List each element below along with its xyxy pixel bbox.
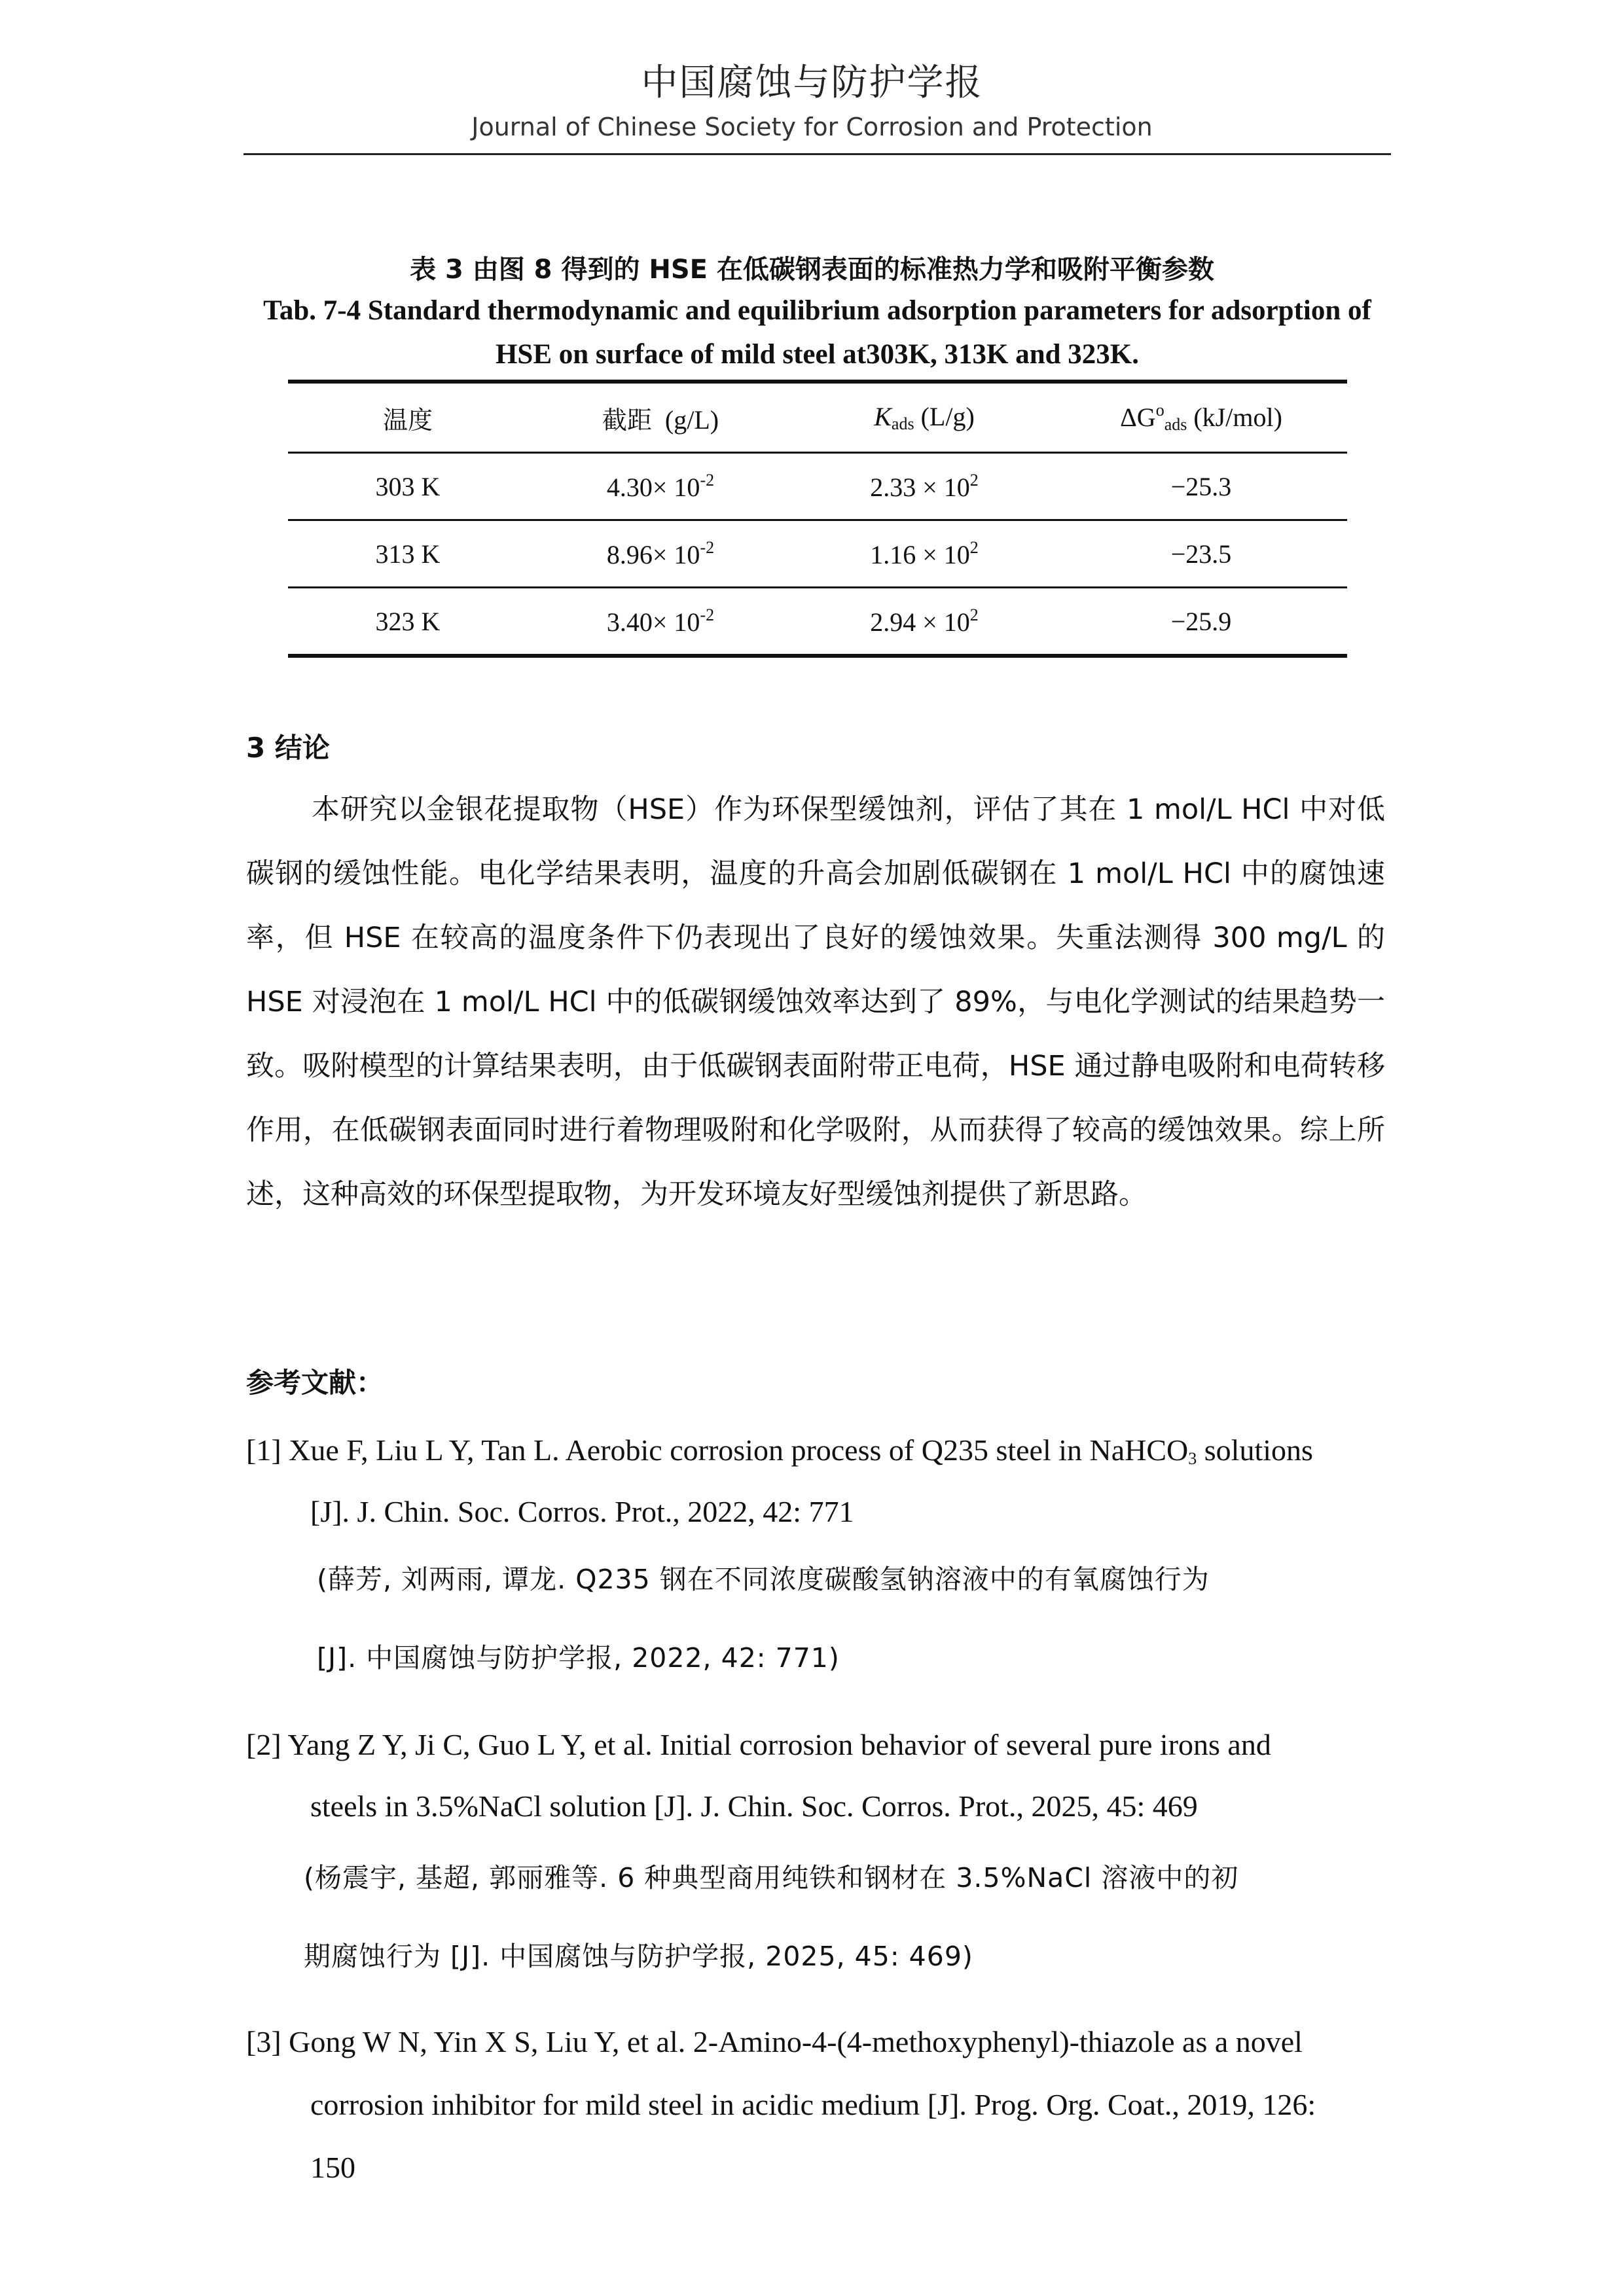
reference-2-line2: steels in 3.5%NaCl solution [J]. J. Chin. Soc. Corros. Prot., 2025, 45: 469 bbox=[310, 1789, 1198, 1823]
reference-1-line2: [J]. J. Chin. Soc. Corros. Prot., 2022, 42: 771 bbox=[310, 1495, 854, 1528]
table-caption-cn: 表 3 由图 8 得到的 HSE 在低碳钢表面的标准热力学和吸附平衡参数 bbox=[410, 255, 1214, 285]
header-kads bbox=[793, 382, 1055, 453]
header-delta-g-superscript: o bbox=[1155, 401, 1164, 420]
journal-title-cn: 中国腐蚀与防护学报 bbox=[641, 62, 983, 104]
cell-intercept: $4.30\times 10^{-2}$ bbox=[528, 453, 793, 520]
references-title: 参考文献： bbox=[246, 1367, 384, 1399]
header-delta-g bbox=[1055, 382, 1347, 453]
header-intercept-unit: (g/L) bbox=[664, 404, 719, 435]
table-caption-en-line2: HSE on surface of mild steel at303K, 313K and 323K. bbox=[495, 339, 1140, 370]
header-temperature: 温度 bbox=[288, 382, 528, 453]
cell-delta-g: −23.5 bbox=[1055, 520, 1347, 588]
reference-1-cn-line2: [J]. 中国腐蚀与防护学报, 2022, 42: 771) bbox=[317, 1642, 840, 1674]
table-row bbox=[288, 453, 1347, 520]
section-title-conclusion: 3 结论 bbox=[246, 732, 330, 764]
cell-kads: $2.94 \times 10^2$ bbox=[793, 588, 1055, 656]
header-divider bbox=[244, 153, 1391, 155]
reference-1-cn-line1: (薛芳, 刘两雨, 谭龙. Q235 钢在不同浓度碳酸氢钠溶液中的有氧腐蚀行为 bbox=[317, 1564, 1210, 1595]
reference-2-cn-line2: 期腐蚀行为 [J]. 中国腐蚀与防护学报, 2025, 45: 469) bbox=[304, 1941, 973, 1972]
reference-3-line1: [3] Gong W N, Yin X S, Liu Y, et al. 2-Amino-4-(4-methoxyphenyl)-thiazole as a novel bbox=[246, 2025, 1303, 2058]
table-header-row bbox=[288, 382, 1347, 453]
table-row bbox=[288, 588, 1347, 656]
cell-temperature: 323 K bbox=[288, 588, 528, 656]
table-caption-en-line1: Tab. 7-4 Standard thermodynamic and equilibrium adsorption parameters for adsorption of bbox=[263, 295, 1371, 326]
header-delta-g-unit: (kJ/mol) bbox=[1193, 403, 1282, 432]
header-delta-g-symbol: ΔG bbox=[1120, 403, 1156, 432]
table-row bbox=[288, 520, 1347, 588]
reference-2-cn-line1: (杨震宇, 基超, 郭丽雅等. 6 种典型商用纯铁和钢材在 3.5%NaCl 溶液中的初 bbox=[304, 1862, 1239, 1893]
reference-3-line2: corrosion inhibitor for mild steel in acidic medium [J]. Prog. Org. Coat., 2019, 126: bbox=[310, 2088, 1316, 2121]
cell-delta-g: −25.9 bbox=[1055, 588, 1347, 656]
cell-temperature: 313 K bbox=[288, 520, 528, 588]
header-delta-g-subscript: ads bbox=[1164, 415, 1187, 434]
journal-title-en: Journal of Chinese Society for Corrosion and Protection bbox=[471, 113, 1153, 141]
cell-kads: $2.33 \times 10^2$ bbox=[793, 453, 1055, 520]
adsorption-parameters-table bbox=[288, 380, 1347, 658]
cell-intercept: $8.96\times 10^{-2}$ bbox=[528, 520, 793, 588]
cell-intercept: $3.40\times 10^{-2}$ bbox=[528, 588, 793, 656]
conclusion-paragraph: 本研究以金银花提取物（HSE）作为环保型缓蚀剂，评估了其在 1 mol/L HCl 中对低碳钢的缓蚀性能。电化学结果表明，温度的升高会加剧低碳钢在 1 mol/L HCl 中的腐蚀速率，但 HSE 在较高的温度条件下仍表现出了良好的缓蚀效果。失重法测得 300 mg/L 的 HSE 对浸泡在 1 mol/L HCl 中的低碳钢缓蚀效率达到了 89%，与电化学测试的结果趋势一致。吸附模型的计算结果表明，由于低碳钢表面附带正电荷，HSE 通过静电吸附和电荷转移作用，在低碳钢表面同时进行着物理吸附和化学吸附，从而获得了较高的缓蚀效果。综上所述，这种高效的环保型提取物，为开发环境友好型缓蚀剂提供了新思路。 bbox=[246, 793, 1385, 1211]
reference-1-line1: [1] Xue F, Liu L Y, Tan L. Aerobic corrosion process of Q235 steel in NaHCO$_3$ solutions bbox=[246, 1433, 1313, 1468]
cell-kads: $1.16 \times 10^2$ bbox=[793, 520, 1055, 588]
header-kads-symbol: K bbox=[874, 402, 892, 431]
header-intercept bbox=[528, 382, 793, 453]
reference-2-line1: [2] Yang Z Y, Ji C, Guo L Y, et al. Initial corrosion behavior of several pure irons and bbox=[246, 1728, 1271, 1761]
header-kads-subscript: ads bbox=[891, 414, 914, 433]
reference-3-line3: 150 bbox=[310, 2151, 355, 2184]
cell-delta-g: −25.3 bbox=[1055, 453, 1347, 520]
header-kads-unit: (L/g) bbox=[920, 402, 975, 431]
cell-temperature: 303 K bbox=[288, 453, 528, 520]
header-intercept-label: 截距 bbox=[602, 405, 652, 435]
